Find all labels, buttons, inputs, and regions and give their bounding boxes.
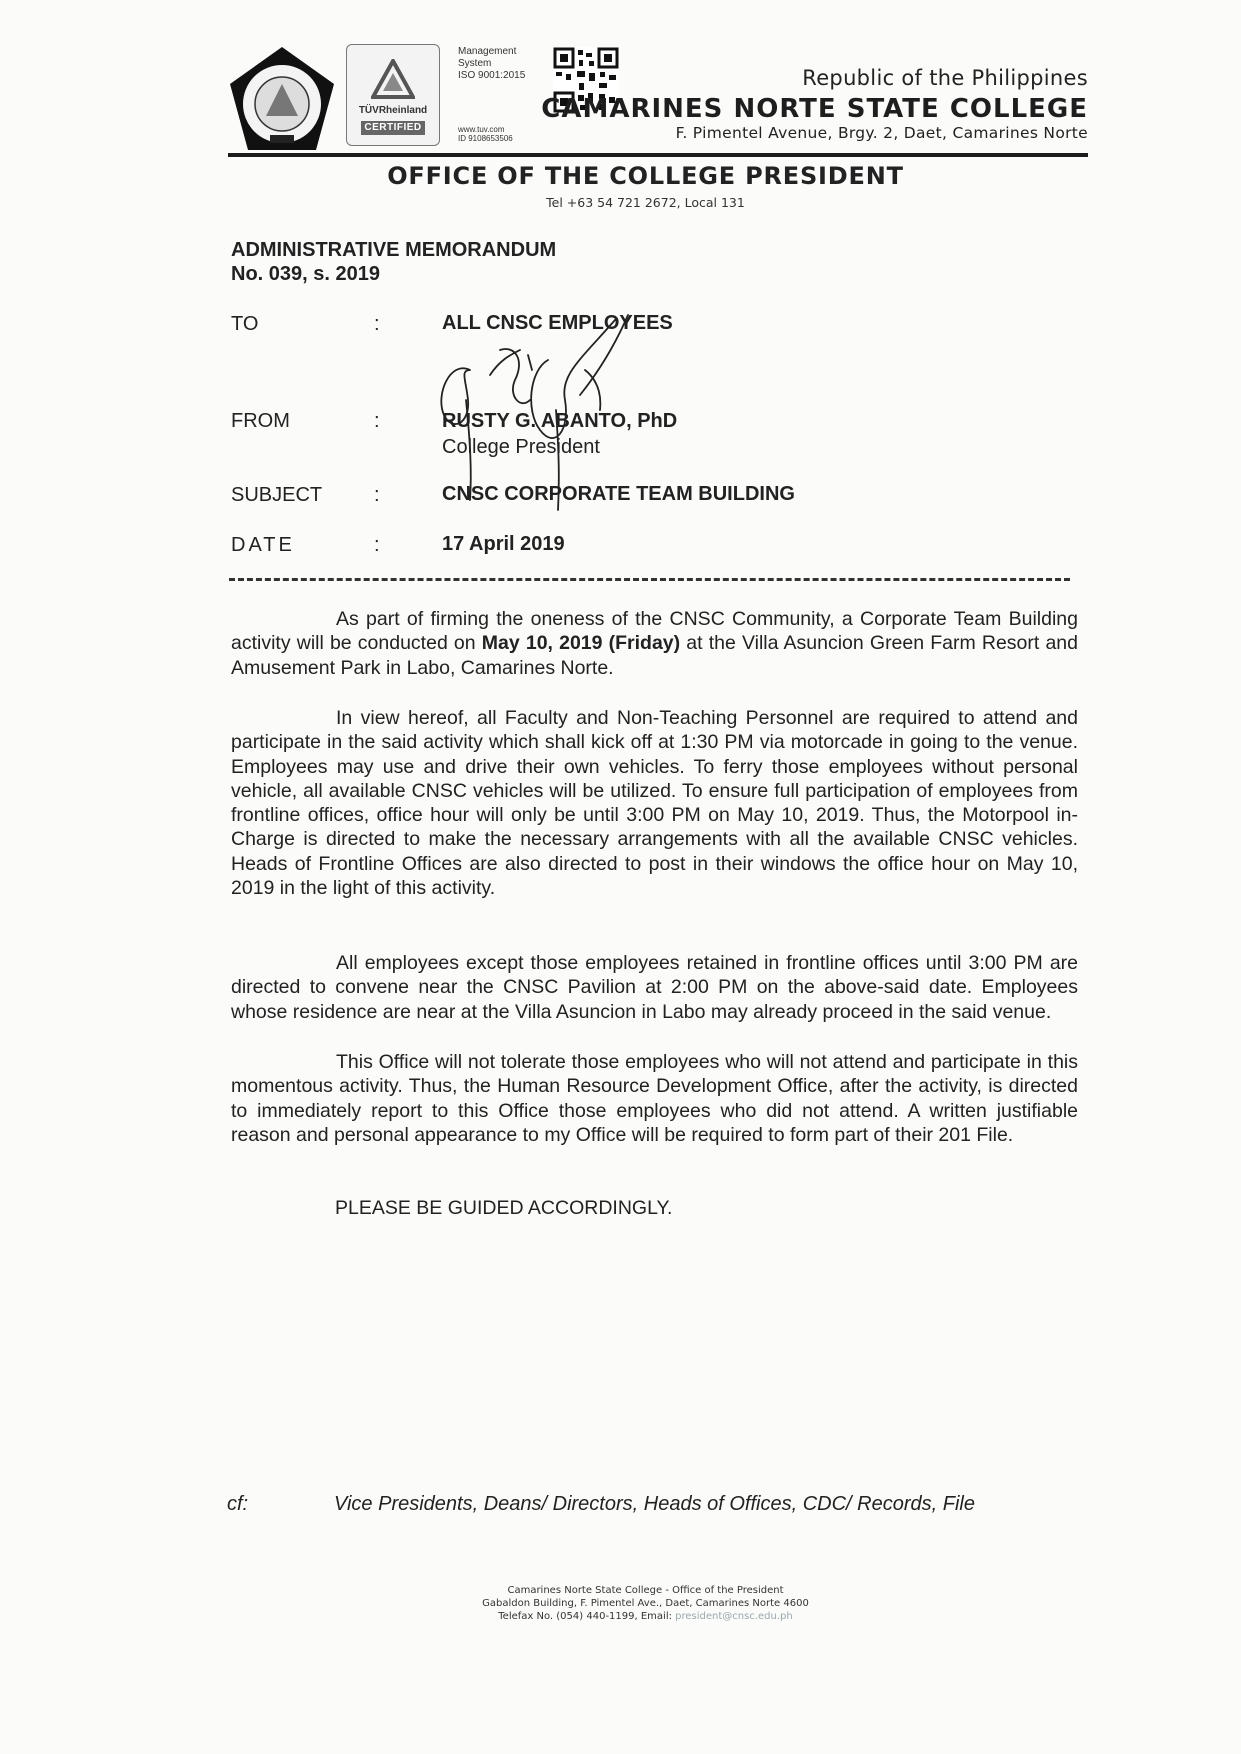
college-name: CAMARINES NORTE STATE COLLEGE bbox=[541, 94, 1088, 124]
date-value: 17 April 2019 bbox=[442, 533, 565, 555]
closing-instruction: PLEASE BE GUIDED ACCORDINGLY. bbox=[335, 1197, 673, 1219]
header-dashed-divider bbox=[229, 578, 1070, 581]
tuv-certified-label: CERTIFIED bbox=[361, 121, 425, 135]
footer-line-2: Gabaldon Building, F. Pimentel Ave., Daet, Camarines Norte 4600 bbox=[482, 1598, 809, 1609]
date-colon: : bbox=[374, 534, 380, 556]
memo-title: ADMINISTRATIVE MEMORANDUM No. 039, s. 2019 bbox=[231, 239, 557, 285]
from-colon: : bbox=[374, 410, 380, 432]
paragraph-3: All employees except those employees retained in frontline offices until 3:00 PM are directed to convene near the CNSC Pavilion at 2:00 PM on the above-said date. Employees whose residence are near at the Villa Asuncion in Labo may already proceed in the said venue. bbox=[231, 952, 1078, 1023]
paragraph-2: In view hereof, all Faculty and Non-Teaching Personnel are required to attend and participate in the said activity which shall kick off at 1:30 PM via motorcade in going to the venue. Employees may use and drive their own vehicles. To ferry those employees without personal vehicle, all available CNSC vehicles will be utilized. To ensure full participation of employees from frontline offices, office hour will only be until 3:00 PM on May 10, 2019. Thus, the Motorpool in-Charge is directed to make the necessary arrangements with all the available CNSC vehicles. Heads of Frontline Offices are also directed to post in their windows the office hour on May 10, 2019 in the light of this activity. bbox=[231, 707, 1078, 900]
from-role: College President bbox=[442, 436, 600, 458]
tuv-web-id: www.tuv.com ID 9108653506 bbox=[458, 125, 513, 143]
office-title: OFFICE OF THE COLLEGE PRESIDENT bbox=[387, 162, 904, 190]
subject-label: SUBJECT bbox=[231, 484, 323, 506]
tuv-brand: TÜVRheinland bbox=[358, 105, 428, 116]
to-label: TO bbox=[231, 313, 259, 335]
paragraph-4: This Office will not tolerate those employees who will not attend and participate in this momentous activity. Thus, the Human Resource Development Office, after the activity, is directed to immediately report to this Office those employees who did not attend. A written justifiable reason and personal appearance to my Office will be required to form part of their 201 File. bbox=[231, 1051, 1078, 1146]
activity-date-emphasis: May 10, 2019 (Friday) bbox=[481, 632, 681, 655]
to-value: ALL CNSC EMPLOYEES bbox=[442, 312, 673, 334]
footer-line-1: Camarines Norte State College - Office of the President bbox=[507, 1585, 784, 1596]
republic-heading: Republic of the Philippines bbox=[802, 66, 1088, 90]
date-label: DATE bbox=[231, 534, 295, 556]
office-telephone: Tel +63 54 721 2672, Local 131 bbox=[546, 195, 745, 210]
cf-recipients: Vice Presidents, Deans/ Directors, Heads of Offices, CDC/ Records, File bbox=[334, 1493, 975, 1515]
subject-value: CNSC CORPORATE TEAM BUILDING bbox=[442, 483, 795, 505]
footer-email-link[interactable]: president@cnsc.edu.ph bbox=[675, 1611, 793, 1622]
footer-line-3: Telefax No. (054) 440-1199, Email: president@cnsc.edu.ph bbox=[498, 1611, 793, 1622]
signature-scribble bbox=[430, 300, 670, 530]
management-system-text: Management System ISO 9001:2015 bbox=[458, 46, 526, 81]
tuv-triangle-icon bbox=[371, 59, 415, 99]
cf-label: cf: bbox=[227, 1493, 249, 1515]
paragraph-1: As part of firming the oneness of the CNSC Community, a Corporate Team Building activity will be conducted on May 10, 2019 (Friday) at the Villa Asuncion Green Farm Resort and Amusement Park in Labo, Camarines Norte. bbox=[231, 608, 1078, 679]
from-label: FROM bbox=[231, 410, 290, 432]
tuv-certification-badge bbox=[346, 44, 440, 146]
from-value: RUSTY G. ABANTO, PhD bbox=[442, 410, 678, 432]
college-seal-logo bbox=[226, 44, 338, 154]
header-divider bbox=[228, 153, 1088, 157]
subject-colon: : bbox=[374, 484, 380, 506]
college-address: F. Pimentel Avenue, Brgy. 2, Daet, Camarines Norte bbox=[675, 124, 1088, 142]
to-colon: : bbox=[374, 313, 380, 335]
